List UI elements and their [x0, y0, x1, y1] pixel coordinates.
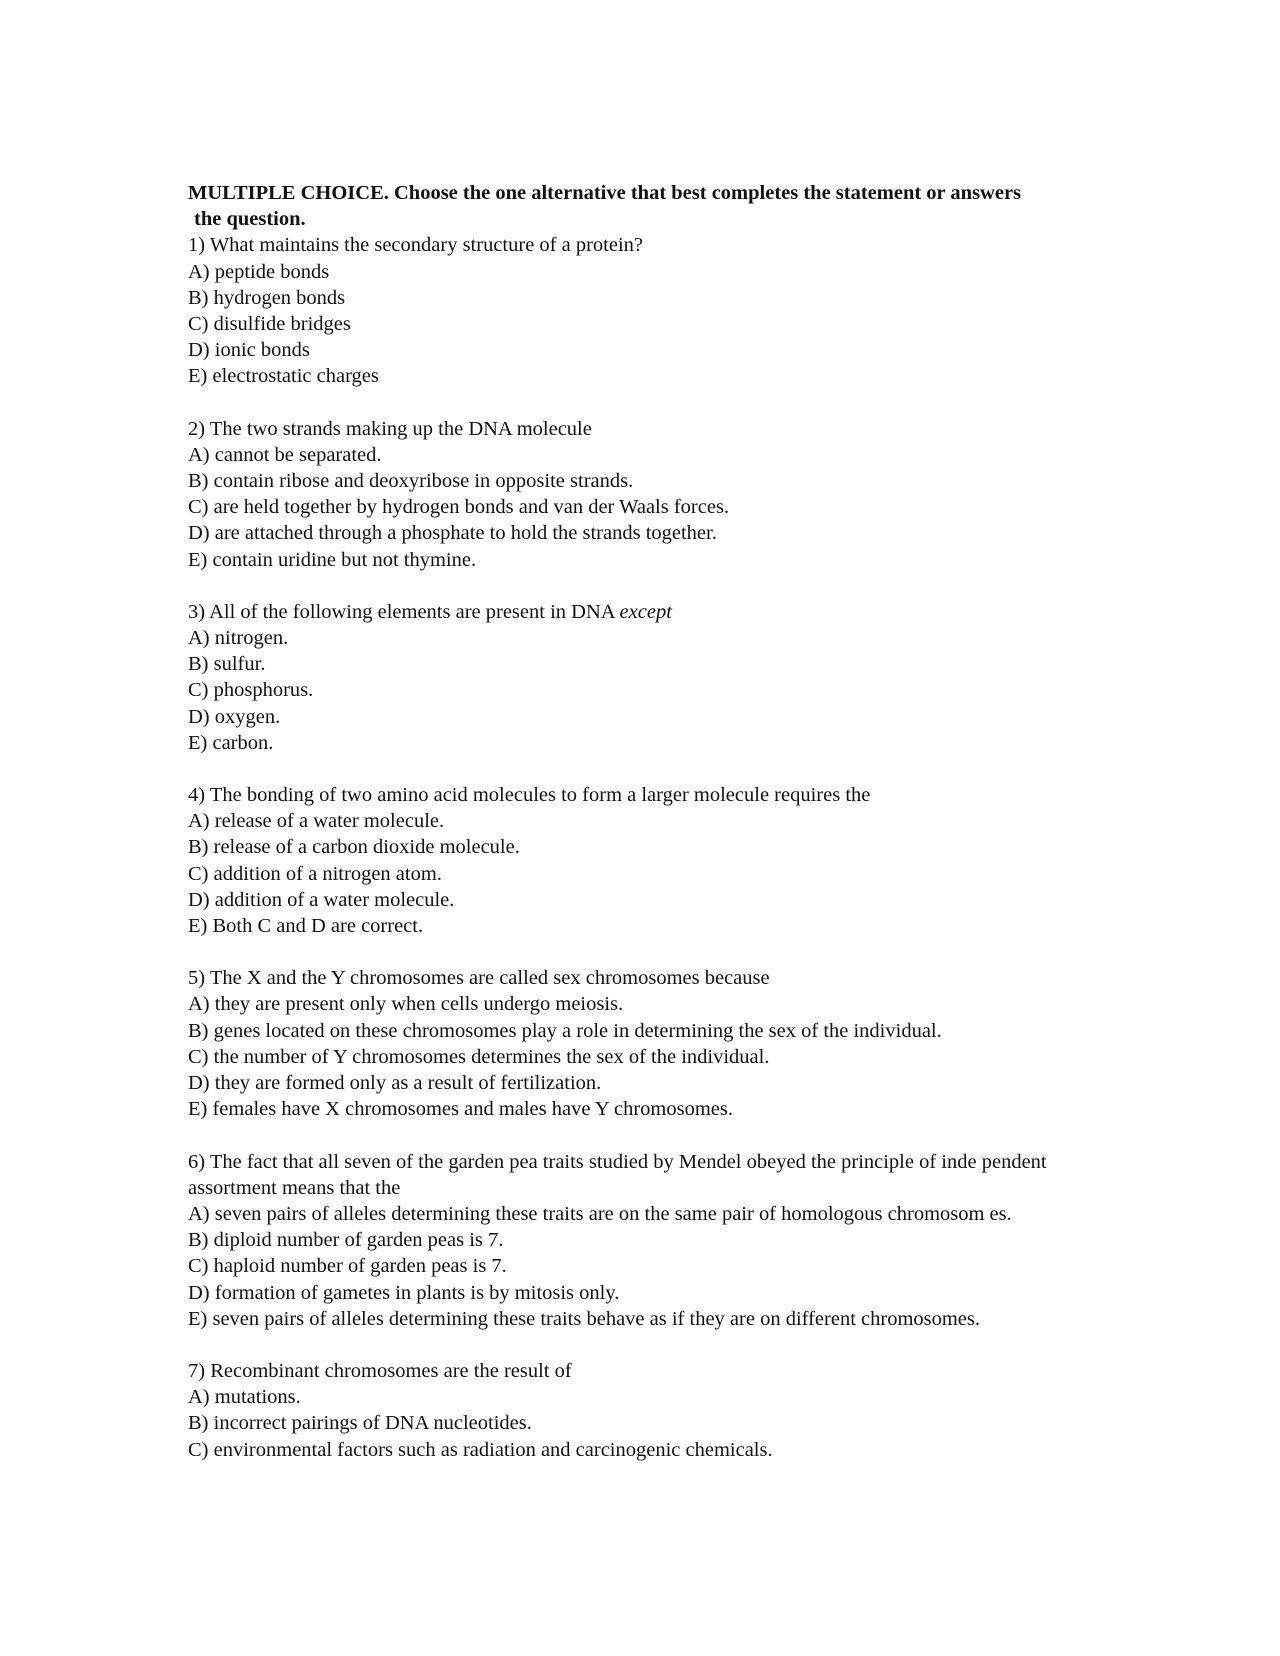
choice-c: C) disulfide bridges	[188, 313, 351, 336]
choice-a: A) mutations.	[188, 1386, 301, 1409]
question-stem: 2) The two strands making up the DNA molecule	[188, 417, 592, 440]
choice-b: B) hydrogen bonds	[188, 286, 346, 309]
question-stem: 5) The X and the Y chromosomes are called sex chromosomes because	[188, 967, 770, 990]
instructions-line-2: the question.	[194, 208, 306, 231]
choice-b: B) diploid number of garden peas is 7.	[188, 1229, 504, 1252]
choice-c: C) environmental factors such as radiation and carcinogenic chemicals.	[188, 1438, 773, 1461]
choice-b: B) release of a carbon dioxide molecule.	[188, 836, 520, 859]
question-stem	[188, 599, 1108, 625]
question-stem: 6) The fact that all seven of the garden pea traits studied by Mendel obeyed the principle of inde pendent assortment means that the	[188, 1150, 1047, 1199]
question-3	[188, 599, 1108, 756]
choice-a: A) nitrogen.	[188, 627, 289, 650]
choice-c: C) addition of a nitrogen atom.	[188, 862, 442, 885]
choice-e: E) females have X chromosomes and males have Y chromosomes.	[188, 1098, 733, 1121]
question-stem: 4) The bonding of two amino acid molecules to form a larger molecule requires the	[188, 784, 871, 807]
question-4	[188, 782, 1108, 939]
question-stem-text: 3) All of the following elements are present in DNA	[188, 600, 620, 623]
choice-a: A) peptide bonds	[188, 260, 330, 283]
choice-d: D) ionic bonds	[188, 339, 310, 362]
choice-d: D) addition of a water molecule.	[188, 888, 455, 911]
choice-a: A) they are present only when cells undergo meiosis.	[188, 993, 624, 1016]
question-6	[188, 1149, 1108, 1332]
choice-a: A) release of a water molecule.	[188, 810, 445, 833]
choice-c: C) the number of Y chromosomes determines the sex of the individual.	[188, 1045, 770, 1068]
choice-a: A) cannot be separated.	[188, 443, 382, 466]
choice-b: B) genes located on these chromosomes play a role in determining the sex of the individual.	[188, 1019, 942, 1042]
choice-b: B) incorrect pairings of DNA nucleotides.	[188, 1412, 532, 1435]
choice-e: E) seven pairs of alleles determining these traits behave as if they are on different chromosomes.	[188, 1307, 981, 1330]
choice-b: B) sulfur.	[188, 653, 266, 676]
question-5	[188, 965, 1108, 1122]
choice-c: C) are held together by hydrogen bonds and van der Waals forces.	[188, 496, 730, 519]
question-stem: 1) What maintains the secondary structure of a protein?	[188, 234, 644, 257]
choice-d: D) formation of gametes in plants is by mitosis only.	[188, 1281, 620, 1304]
question-1	[188, 232, 1108, 389]
choice-e: E) electrostatic charges	[188, 365, 379, 388]
choice-d: D) are attached through a phosphate to hold the strands together.	[188, 522, 717, 545]
choice-e: E) Both C and D are correct.	[188, 915, 424, 938]
choice-c: C) phosphorus.	[188, 679, 314, 702]
exam-page	[188, 180, 1108, 1489]
choice-a: A) seven pairs of alleles determining these traits are on the same pair of homologous chromosom es.	[188, 1202, 1012, 1225]
instructions	[188, 180, 1108, 232]
choice-e: E) contain uridine but not thymine.	[188, 548, 477, 571]
choice-e: E) carbon.	[188, 731, 274, 754]
choice-d: D) oxygen.	[188, 705, 281, 728]
choice-c: C) haploid number of garden peas is 7.	[188, 1255, 507, 1278]
instructions-line-1: MULTIPLE CHOICE. Choose the one alternative that best completes the statement or answers	[188, 182, 1022, 204]
choice-d: D) they are formed only as a result of fertilization.	[188, 1072, 602, 1095]
choice-b: B) contain ribose and deoxyribose in opposite strands.	[188, 470, 634, 493]
question-stem-emphasis: except	[619, 600, 672, 623]
question-stem: 7) Recombinant chromosomes are the result of	[188, 1359, 572, 1382]
question-7	[188, 1358, 1108, 1463]
question-2	[188, 416, 1108, 573]
